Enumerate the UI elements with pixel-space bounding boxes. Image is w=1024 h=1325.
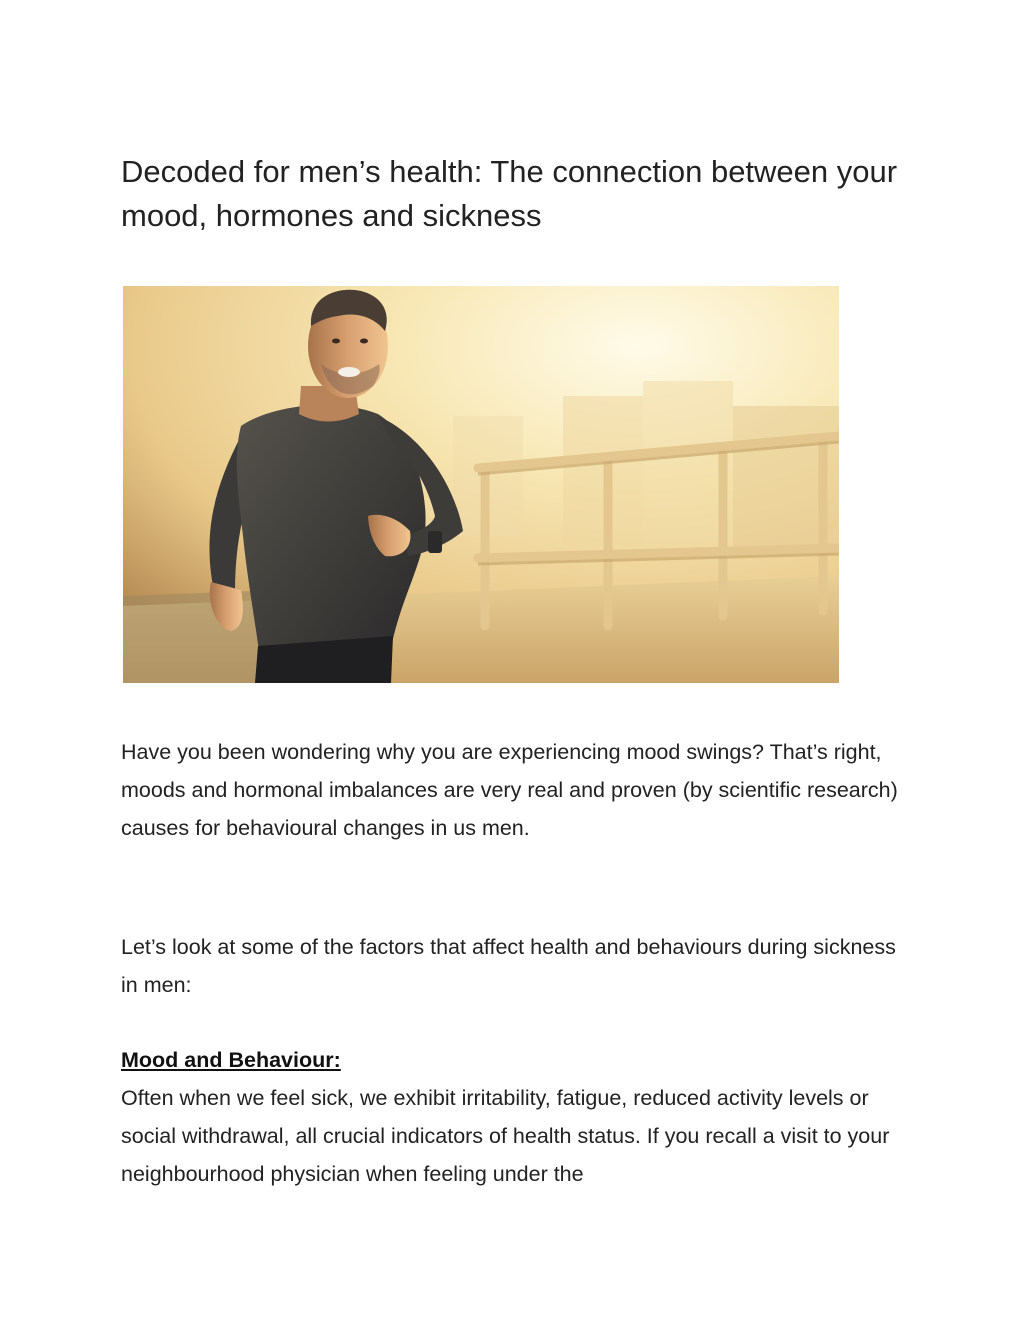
factors-intro-paragraph: Let’s look at some of the factors that affect health and behaviours during sickness in men: [121, 935, 896, 997]
running-man-illustration [123, 286, 839, 683]
mood-behaviour-paragraph: Often when we feel sick, we exhibit irritability, fatigue, reduced activity levels or social withdrawal, all crucial indicators of health status. If you recall a visit to your neighbourhood physician when feeling under the [121, 1086, 890, 1186]
article-title: Decoded for men’s health: The connection between your mood, hormones and sickness [121, 154, 898, 233]
hero-image-man-running [123, 286, 839, 683]
section-heading-mood-behaviour: Mood and Behaviour: [121, 1048, 341, 1072]
intro-paragraph: Have you been wondering why you are experiencing mood swings? That’s right, moods and hormonal imbalances are very real and proven (by scientific research) causes for behavioural changes in us men. [121, 740, 898, 840]
